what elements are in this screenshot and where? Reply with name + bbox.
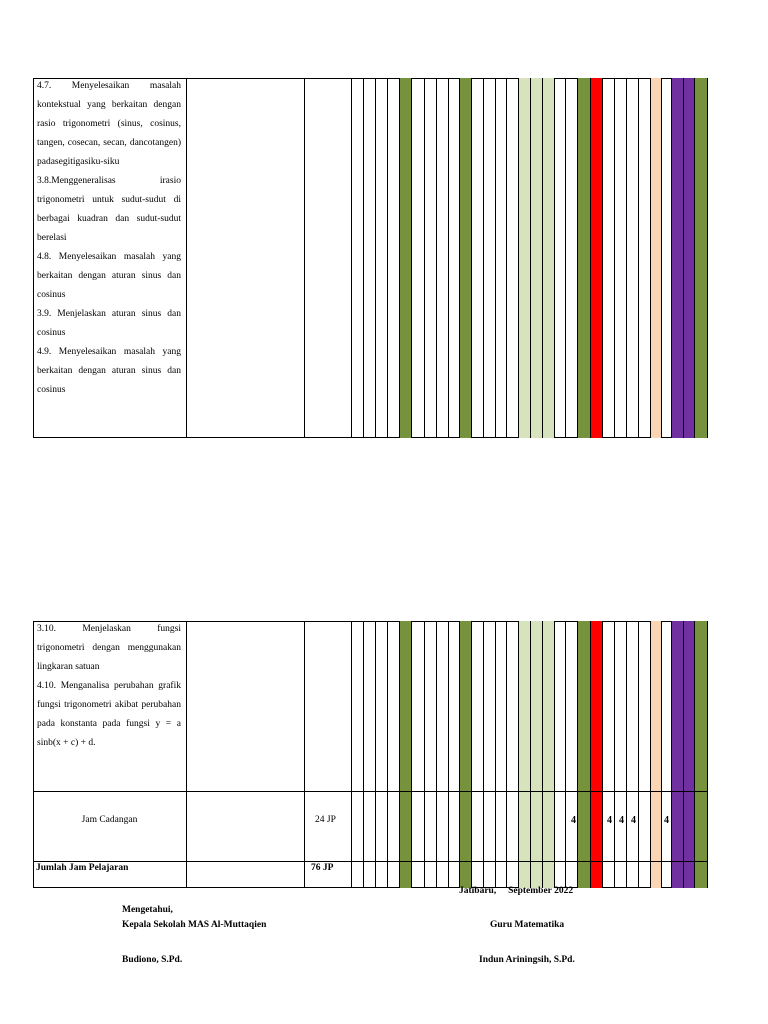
week-cell — [363, 78, 375, 438]
week-cell — [363, 621, 375, 888]
week-cell — [436, 621, 448, 888]
week-cell — [626, 78, 638, 438]
row-divider — [33, 791, 707, 792]
week-cell — [614, 621, 626, 888]
light-green-week-cell — [542, 621, 554, 888]
week-cell — [506, 78, 518, 438]
week-cell — [626, 621, 638, 888]
competency-4-10: 4.10. Menganalisa perubahan grafik fungsi trigonometri akibat perubahan pada konstanta pada fungsi y = a sinb(x + c) + d. — [37, 681, 181, 748]
reserve-value: 4 — [631, 815, 636, 826]
competency-4-9: 4.9. Menyelesaikan masalah yang berkaitan dengan aturan sinus dan cosinus — [37, 347, 181, 395]
total-jp: 76 JP — [311, 863, 334, 873]
reserve-jp: 24 JP — [315, 815, 336, 825]
light-green-week-cell — [518, 621, 530, 888]
headmaster-title: Kepala Sekolah MAS Al-Muttaqien — [122, 920, 267, 930]
light-green-week-cell — [518, 78, 530, 438]
week-cell — [186, 78, 304, 438]
week-cell — [506, 621, 518, 888]
week-cell — [424, 78, 436, 438]
green-week-cell — [399, 78, 411, 438]
week-cell — [554, 621, 565, 888]
peach-week-cell — [650, 78, 661, 438]
reserve-label: Jam Cadangan — [81, 815, 138, 825]
week-cell — [495, 78, 506, 438]
light-green-week-cell — [530, 78, 542, 438]
week-cell — [186, 621, 304, 888]
week-cell — [436, 78, 448, 438]
schedule-table-1 — [33, 78, 707, 438]
week-cell — [304, 621, 351, 888]
week-cell — [483, 78, 495, 438]
week-cell — [375, 78, 387, 438]
week-cell — [448, 78, 459, 438]
week-cell — [375, 621, 387, 888]
row-divider — [33, 861, 707, 862]
week-cell — [565, 621, 577, 888]
place-date: Jatibaru, September 2022 — [459, 886, 574, 896]
week-cell — [387, 78, 399, 438]
week-cell — [483, 621, 495, 888]
light-green-week-cell — [542, 78, 554, 438]
week-cell — [471, 621, 483, 888]
reserve-value: 4 — [571, 815, 576, 826]
competency-list — [37, 620, 181, 753]
week-cell — [471, 78, 483, 438]
week-cell — [387, 621, 399, 888]
teacher-name: Indun Ariningsih, S.Pd. — [479, 955, 575, 965]
week-cell — [554, 78, 565, 438]
competency-list — [37, 77, 181, 400]
week-cell — [638, 621, 650, 888]
week-cell — [351, 78, 363, 438]
competency-3-8: 3.8.Menggeneralisas irasio trigonometri untuk sudut-sudut di berbagai kuadran dan sudut-sudut berelasi — [37, 176, 181, 243]
week-cell — [661, 621, 671, 888]
green-week-cell — [459, 621, 471, 888]
competency-3-9: 3.9. Menjelaskan aturan sinus dan cosinus — [37, 309, 181, 338]
peach-week-cell — [650, 621, 661, 888]
green-week-cell — [459, 78, 471, 438]
green-week-cell — [694, 78, 707, 438]
week-cell — [707, 78, 708, 438]
green-week-cell — [694, 621, 707, 888]
purple-week-cell — [671, 621, 683, 888]
week-cell — [661, 78, 671, 438]
schedule-table-2 — [33, 621, 707, 888]
week-cell — [638, 78, 650, 438]
week-cell — [495, 621, 506, 888]
green-week-cell — [399, 621, 411, 888]
competency-4-8: 4.8. Menyelesaikan masalah yang berkaitan dengan aturan sinus dan cosinus — [37, 252, 181, 300]
week-cell — [424, 621, 436, 888]
teacher-title: Guru Matematika — [490, 920, 565, 930]
red-week-cell — [590, 78, 602, 438]
purple-week-cell — [671, 78, 683, 438]
week-cell — [602, 621, 614, 888]
week-cell — [411, 621, 424, 888]
green-week-cell — [577, 78, 590, 438]
red-week-cell — [590, 621, 602, 888]
week-cell — [411, 78, 424, 438]
reserve-value: 4 — [664, 815, 669, 826]
week-cell — [304, 78, 351, 438]
week-cell — [614, 78, 626, 438]
competency-4-7: 4.7. Menyelesaikan masalah kontekstual yang berkaitan dengan rasio trigonometri (sinus, cosinus, tangen, cosecan, secan, dancotangen) padasegitigasiku-siku — [37, 81, 181, 167]
week-cell — [351, 621, 363, 888]
purple-week-cell — [683, 621, 694, 888]
green-week-cell — [577, 621, 590, 888]
week-cell — [448, 621, 459, 888]
week-cell — [602, 78, 614, 438]
known-label: Mengetahui, — [122, 905, 173, 915]
reserve-value: 4 — [619, 815, 624, 826]
week-cell — [565, 78, 577, 438]
headmaster-name: Budiono, S.Pd. — [122, 955, 183, 965]
reserve-value: 4 — [607, 815, 612, 826]
week-cell — [707, 621, 708, 888]
competency-3-10: 3.10. Menjelaskan fungsi trigonometri dengan menggunakan lingkaran satuan — [37, 624, 181, 672]
light-green-week-cell — [530, 621, 542, 888]
total-label: Jumlah Jam Pelajaran — [36, 863, 129, 873]
purple-week-cell — [683, 78, 694, 438]
